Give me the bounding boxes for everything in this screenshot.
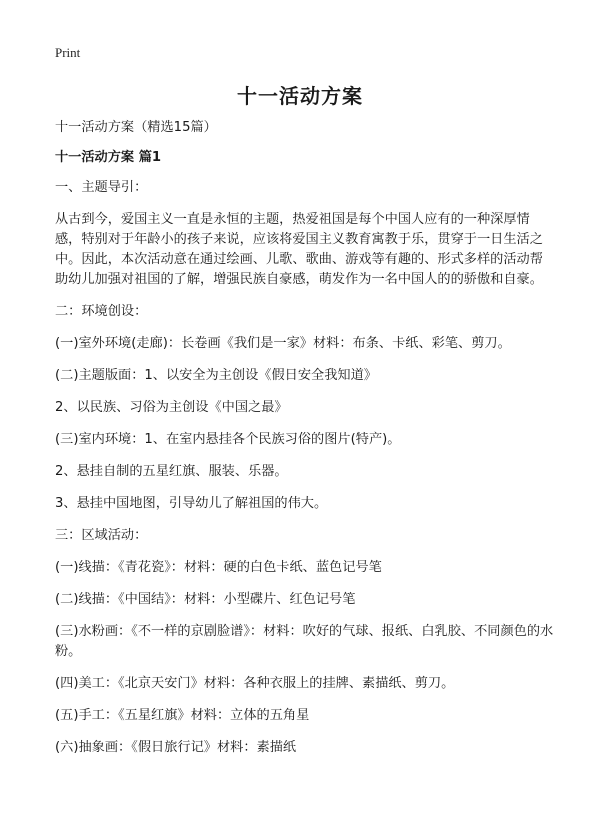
document-body [55, 118, 555, 770]
document-subtitle: 十一活动方案（精选15篇） [55, 120, 217, 135]
paragraph-theme-heading: 一、主题导引： [55, 180, 148, 195]
print-link[interactable]: Print [55, 45, 81, 60]
paragraph-indoor: (三)室内环境：1、在室内悬挂各个民族习俗的图片(特产)。 [55, 432, 401, 447]
page-title: 十一活动方案 [237, 84, 363, 108]
paragraph-customs: 2、以民族、习俗为主创设《中国之最》 [55, 400, 288, 415]
paragraph-flag: 2、悬挂自制的五星红旗、服装、乐器。 [55, 464, 288, 479]
paragraph-opera-mask: (三)水粉画：《不一样的京剧脸谱》：材料：吹好的气球、报纸、白乳胶、不同颜色的水粉。 [55, 624, 554, 659]
paragraph-theme-board: (二)主题版面：1、以安全为主创设《假日安全我知道》 [55, 368, 377, 383]
paragraph-environment-heading: 二：环境创设： [55, 304, 148, 319]
paragraph-knot: (二)线描：《中国结》：材料：小型碟片、红色记号笔 [55, 592, 356, 607]
paragraph-map: 3、悬挂中国地图，引导幼儿了解祖国的伟大。 [55, 496, 328, 511]
paragraph-theme-body: 从古到今，爱国主义一直是永恒的主题，热爱祖国是每个中国人应有的一种深厚情感，特别对于年龄小的孩子来说，应该将爱国主义教育寓教于乐，贯穿于一日生活之中。因此，本次活动意在通过绘画、儿歌、歌曲、游戏等有趣的、形式多样的活动帮助幼儿加强对祖国的了解，增强民族自豪感，萌发作为一名中国人的的骄傲和自豪。 [55, 212, 543, 287]
paragraph-outdoor: (一)室外环境(走廊)：长卷画《我们是一家》材料：布条、卡纸、彩笔、剪刀。 [55, 336, 511, 351]
paragraph-tiananmen: (四)美工：《北京天安门》材料：各种衣服上的挂牌、素描纸、剪刀。 [55, 676, 455, 691]
paragraph-area-heading: 三：区域活动： [55, 528, 148, 543]
paragraph-travel: (六)抽象画：《假日旅行记》材料：素描纸 [55, 740, 297, 755]
paragraph-flag-craft: (五)手工：《五星红旗》材料：立体的五角星 [55, 708, 310, 723]
paragraph-porcelain: (一)线描：《青花瓷》：材料：硬的白色卡纸、蓝色记号笔 [55, 560, 382, 575]
section-heading: 十一活动方案 篇1 [55, 150, 162, 165]
